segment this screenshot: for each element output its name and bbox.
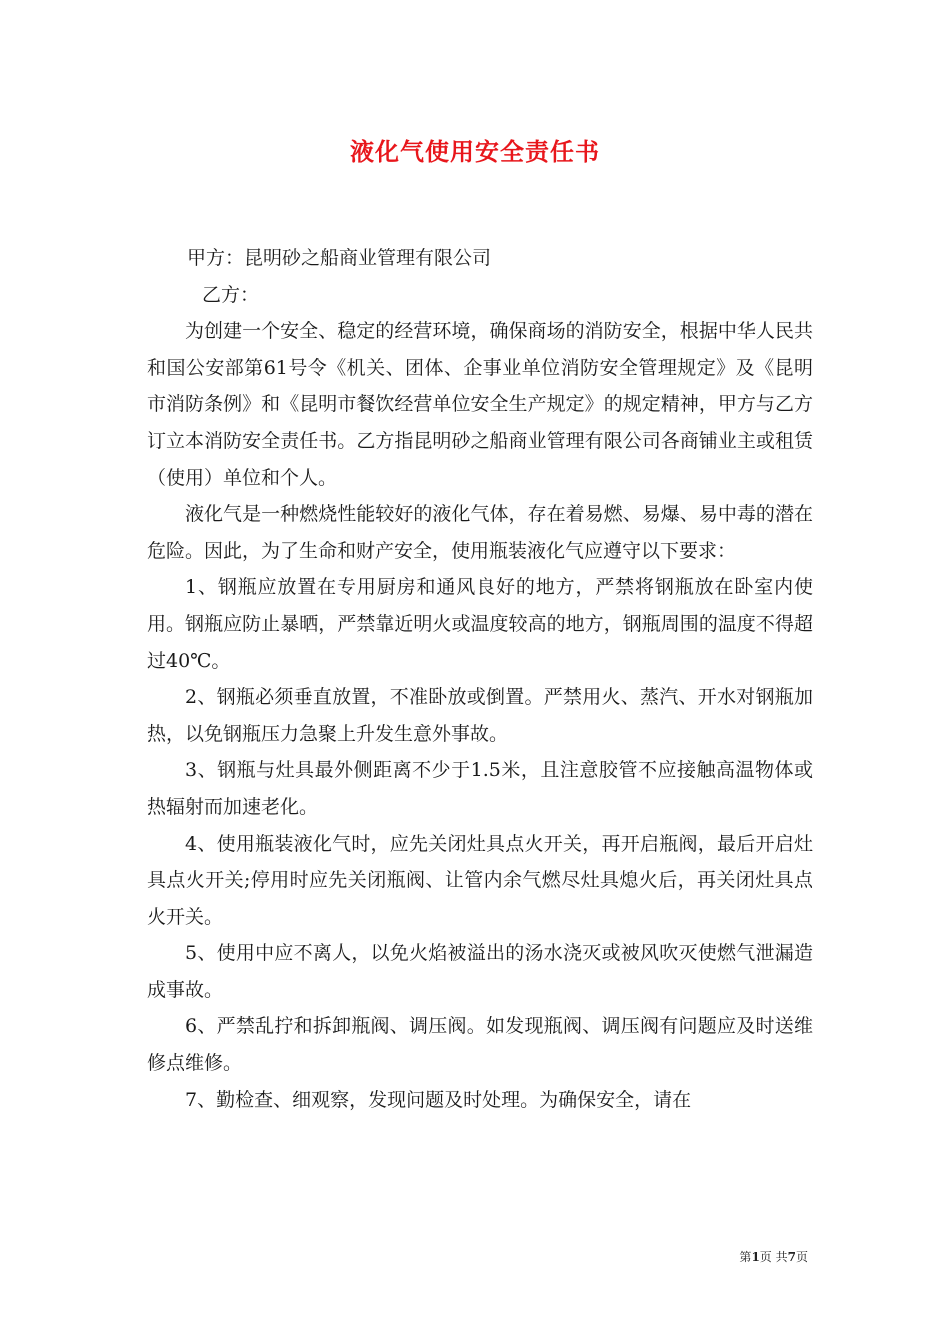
party-a-line: 甲方：昆明砂之船商业管理有限公司 — [187, 247, 492, 269]
paragraph: 5、使用中应不离人，以免火焰被溢出的汤水浇灭或被风吹灭使燃气泄漏造成事故。 — [147, 942, 813, 1001]
footer-prefix: 第 — [739, 1250, 752, 1264]
document-title: 液化气使用安全责任书 — [350, 137, 600, 166]
party-b-line: 乙方： — [202, 283, 260, 306]
footer-suffix: 页 — [795, 1250, 808, 1264]
paragraph: 为创建一个安全、稳定的经营环境，确保商场的消防安全，根据中华人民共和国公安部第61号令《机关、团体、企事业单位消防安全管理规定》及《昆明市消防条例》和《昆明市餐饮经营单位安全生产规定》的规定精神，甲方与乙方订立本消防安全责任书。乙方指昆明砂之船商业管理有限公司各商铺业主或租赁（使用）单位和个人。 — [147, 320, 813, 489]
footer-middle: 页 共 — [759, 1250, 788, 1264]
paragraph: 3、钢瓶与灶具最外侧距离不少于1.5米，且注意胶管不应接触高温物体或热辐射而加速老化。 — [147, 759, 813, 818]
paragraph: 6、严禁乱拧和拆卸瓶阀、调压阀。如发现瓶阀、调压阀有问题应及时送维修点维修。 — [147, 1015, 813, 1075]
document-body — [147, 240, 813, 1118]
paragraph: 7、勤检查、细观察，发现问题及时处理。为确保安全，请在 — [185, 1088, 692, 1111]
footer-total-pages: 7 — [787, 1250, 796, 1264]
page-footer — [739, 1248, 808, 1265]
paragraph: 2、钢瓶必须垂直放置，不准卧放或倒置。严禁用火、蒸汽、开水对钢瓶加热，以免钢瓶压力急聚上升发生意外事故。 — [147, 686, 813, 745]
paragraph: 4、使用瓶装液化气时，应先关闭灶具点火开关，再开启瓶阀，最后开启灶具点火开关;停用时应先关闭瓶阀、让管内余气燃尽灶具熄火后，再关闭灶具点火开关。 — [147, 832, 813, 928]
paragraph: 液化气是一种燃烧性能较好的液化气体，存在着易燃、易爆、易中毒的潜在危险。因此，为了生命和财产安全，使用瓶装液化气应遵守以下要求： — [147, 503, 813, 562]
footer-page-number: 1 — [751, 1250, 760, 1264]
paragraph: 1、钢瓶应放置在专用厨房和通风良好的地方，严禁将钢瓶放在卧室内使用。钢瓶应防止暴晒，严禁靠近明火或温度较高的地方，钢瓶周围的温度不得超过40℃。 — [147, 576, 813, 672]
